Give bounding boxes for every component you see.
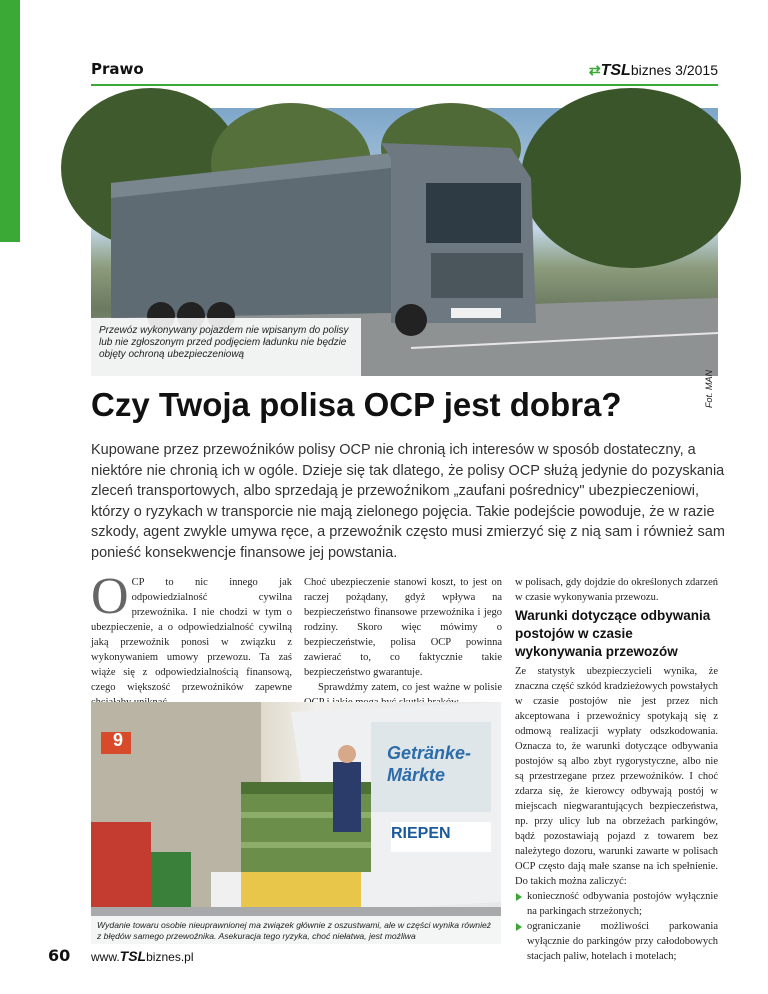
unloading-photo (91, 702, 501, 944)
column-3-text (515, 664, 718, 964)
page-header (91, 60, 718, 82)
page-number: 60 (48, 946, 71, 965)
column-3-intro: w polisach, gdy dojdzie do określonych zdarzeń w czasie wykonywania przewozu. (515, 577, 718, 603)
article-lead: Kupowane przez przewoźników polisy OCP nie chronią ich interesów w sposób dostateczny, a niektóre nie chronią ich w ogóle. Dzieje się tak dlatego, że polisy OCP służą jedynie do pozyskania zleceń transportowych, albo sprzedają je przewoźnikom „zaufani pośrednicy" ubezpieczeniowi, którzy o ryzykach w transporcie nie mają zielonego pojęcia. Takie podejście powoduje, że w razie szkody, agent zwykle umywa ręce, a przewoźnik często musi zmierzyć się z nią sam i również sam ponieść konsekwencje finansowe jej powstania. (91, 442, 725, 561)
arrows-logo-icon: ⇄ (588, 62, 601, 78)
url-tsl: TSL (119, 948, 147, 964)
column-2-text (304, 575, 502, 710)
url-suffix: biznes.pl (146, 950, 194, 964)
footer-url[interactable] (91, 948, 194, 964)
door-number: 9 (112, 730, 123, 750)
bullet-list (515, 889, 718, 964)
brand-issue: biznes 3/2015 (630, 62, 718, 78)
section-label: Prawo (91, 60, 144, 78)
dropcap: O (91, 568, 129, 625)
hero-caption: Przewóz wykonywany pojazdem nie wpisanym do polisy lub nie zgłoszonym przed podjęciem ładunku nie będzie objęty ochroną ubezpieczeniową (91, 318, 361, 376)
column-1-body: CP to nic innego jak odpowiedzialność cywilna przewoźnika. I nie chodzi w tym o ubezpieczenie, a o odpowiedzialność cywilną jaką przewoźnik ponosi w związku z wykonywaniem umowy przewozu. Ta zaś wiąże się z odpowiedzialnością finansową, czego większość przewoźników zapewne (91, 577, 292, 693)
unloading-photo-illustration (91, 702, 501, 944)
trailer-brand: RIEPEN (391, 825, 451, 842)
bullet-item: konieczność odbywania postojów wyłącznie na parkingach strzeżonych; (515, 889, 718, 919)
url-prefix: www. (91, 950, 120, 964)
header-rule (91, 84, 718, 86)
column-1-text (91, 568, 292, 710)
column-2-paragraph-1: Choć ubezpieczenie stanowi koszt, to jest on raczej pożądany, gdyż wpływa na bezpieczeństwo finansowe przewoźnika i jego rodziny. Skoro więc mówimy o bezpieczeństwie, polisa OCP powinna zawierać to, co faktycznie takie bezpieczeństwo gwarantuje. (304, 577, 502, 678)
column-3-paragraph: Ze statystyk ubezpieczycieli wynika, że znaczna część szkód kradzieżowych powstałych w czasie postojów nie jest przez nich akceptowana i przewoźnicy spotykają się z odmową realizacji wypłaty odszkodowania. Oznacza to, że warunki dotyczące odbywania postojów są albo zbyt rygorystyczne, albo nie są przestrzegane przez przewoźników. I choć zdarza się, że kierowcy odbywają postój w miejscach niegwarantujących bezpieczeństwa, np. przy ulicy lub na obrzeżach parkingów, bądź pozostawiają pojazd z towarem bez należytego dozoru, warunki zawarte w polisach OCP często dają małe szanse na ich spełnienie. Do takich można zaliczyć: (515, 666, 718, 887)
article-title: Czy Twoja polisa OCP jest dobra? (91, 386, 622, 423)
bullet-item: ograniczanie możliwości parkowania wyłącznie do parkingów przy całodobowych stacjach paliw, hotelach i motelach; (515, 919, 718, 964)
subheading: Warunki dotyczące odbywania postojów w czasie wykonywania przewozów (515, 608, 711, 659)
magazine-brand (589, 62, 718, 80)
trailer-script: Getränke-Märkte (387, 743, 472, 785)
brand-tsl: TSL (600, 62, 631, 79)
photo-credit: Fot. MAN (704, 370, 714, 409)
column-2-paragraph-2: Sprawdźmy zatem, co jest ważne w polisie (318, 682, 502, 693)
green-side-tab (0, 0, 20, 242)
photo-caption: Wydanie towaru osobie nieuprawnionej ma związek głównie z oszustwami, ale w części wynika również z błędów samego przewoźnika. Asekuracja tego ryzyka, choć niełatwa, jest możliwa (91, 916, 501, 944)
